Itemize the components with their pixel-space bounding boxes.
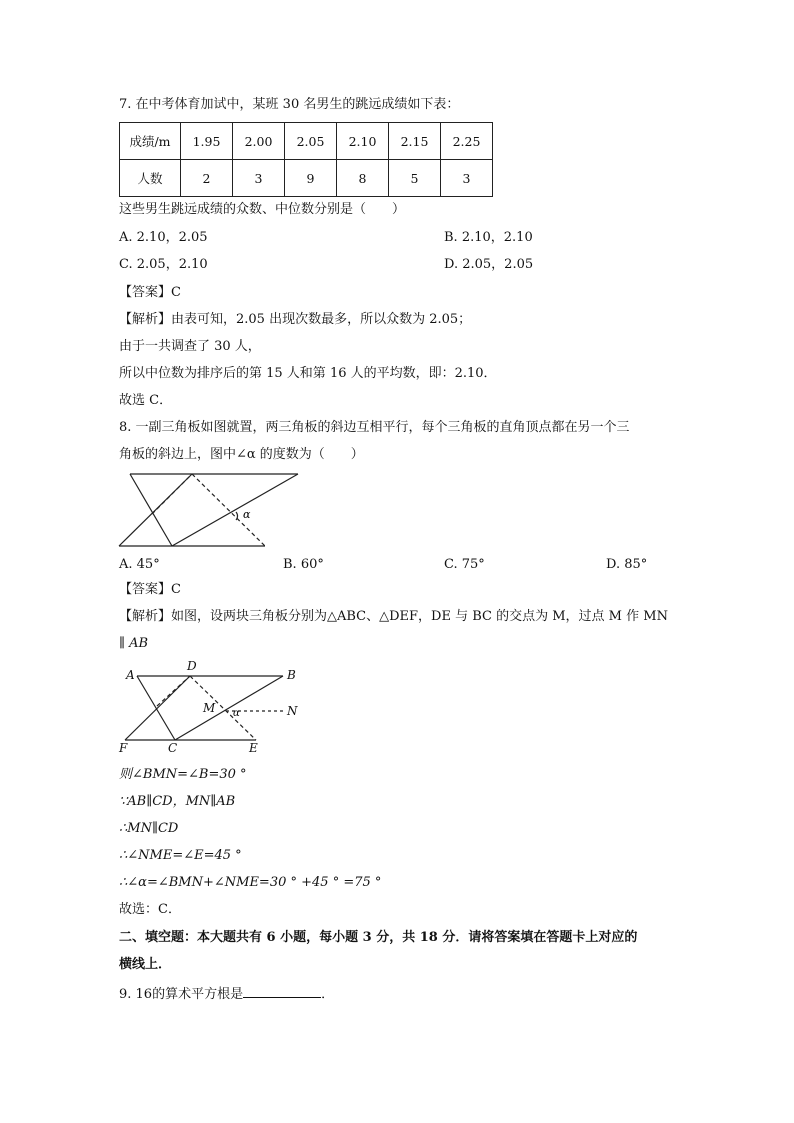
table-cell: 1.95 <box>181 123 233 160</box>
q8-step: ∴∠α=∠BMN+∠NME=30 ° +45 ° =75 ° <box>119 875 382 890</box>
table-row-label: 人数 <box>120 160 181 197</box>
point-e-label: E <box>249 741 258 755</box>
point-f-label: F <box>119 741 128 755</box>
q7-analysis-line: 由于一共调查了 30 人， <box>119 339 261 354</box>
q9-stem-text: 9. 16的算术平方根是 <box>119 987 244 1002</box>
point-d-label: D <box>187 659 197 673</box>
q7-conclusion: 故选 C． <box>119 393 173 408</box>
q8-option-a[interactable]: A. 45° <box>119 557 160 572</box>
q8-analysis-line: ∥ AB <box>119 636 149 651</box>
q8-step: ∴MN∥CD <box>119 821 179 836</box>
table-cell: 2 <box>181 160 233 197</box>
q8-analysis-line: 【解析】如图，设两块三角板分别为△ABC、△DEF，DE 与 BC 的交点为 M，过点 M 作 MN <box>119 609 668 624</box>
point-a-label: A <box>126 668 135 682</box>
q7-analysis-line: 所以中位数为排序后的第 15 人和第 16 人的平均数，即：2.10． <box>119 366 497 381</box>
q8-step: 则∠BMN=∠B=30 ° <box>119 767 247 782</box>
alpha-label: α <box>243 508 251 521</box>
alpha-label: α <box>233 708 240 719</box>
q7-answer: 【答案】C <box>119 285 181 300</box>
q8-option-c[interactable]: C. 75° <box>444 557 485 572</box>
table-cell: 2.05 <box>285 123 337 160</box>
table-cell: 9 <box>285 160 337 197</box>
q9-answer-blank[interactable] <box>243 984 321 998</box>
table-cell: 2.25 <box>441 123 493 160</box>
q8-option-d[interactable]: D. 85° <box>606 557 648 572</box>
q7-option-c[interactable]: C. 2.05，2.10 <box>119 257 208 272</box>
table-cell: 5 <box>389 160 441 197</box>
point-n-label: N <box>287 704 298 718</box>
q8-stem-line: 角板的斜边上，图中∠α 的度数为（ ） <box>119 447 364 462</box>
point-b-label: B <box>287 668 296 682</box>
q9-stem-end: ． <box>321 987 335 1002</box>
section-heading-line: 横线上． <box>119 957 172 972</box>
section-heading-line: 二、填空题：本大题共有 6 小题，每小题 3 分，共 18 分．请将答案填在答题卡上对应的 <box>119 930 638 945</box>
q9-stem <box>119 984 334 1004</box>
q7-option-b[interactable]: B. 2.10，2.10 <box>444 230 533 245</box>
q7-option-d[interactable]: D. 2.05，2.05 <box>444 257 534 272</box>
table-header-label: 成绩/m <box>120 123 181 160</box>
q7-analysis-line: 【解析】由表可知，2.05 出现次数最多，所以众数为 2.05； <box>119 312 472 327</box>
table-cell: 2.00 <box>233 123 285 160</box>
table-cell: 2.15 <box>389 123 441 160</box>
table-cell: 2.10 <box>337 123 389 160</box>
q8-step: ∴∠NME=∠E=45 ° <box>119 848 242 863</box>
q8-stem-line: 8. 一副三角板如图就置，两三角板的斜边互相平行，每个三角板的直角顶点都在另一个三 <box>119 420 630 435</box>
q7-stem: 7. 在中考体育加试中，某班 30 名男生的跳远成绩如下表： <box>119 97 460 112</box>
q7-option-a[interactable]: A. 2.10，2.05 <box>119 230 208 245</box>
q7-question: 这些男生跳远成绩的众数、中位数分别是（ ） <box>119 202 406 217</box>
q8-step: ∵AB∥CD，MN∥AB <box>119 794 236 809</box>
table-cell: 3 <box>441 160 493 197</box>
table-cell: 3 <box>233 160 285 197</box>
q8-option-b[interactable]: B. 60° <box>283 557 324 572</box>
point-m-label: M <box>203 701 216 715</box>
q8-conclusion: 故选：C． <box>119 902 181 917</box>
table-cell: 8 <box>337 160 389 197</box>
q8-answer: 【答案】C <box>119 582 181 597</box>
point-c-label: C <box>168 741 178 755</box>
